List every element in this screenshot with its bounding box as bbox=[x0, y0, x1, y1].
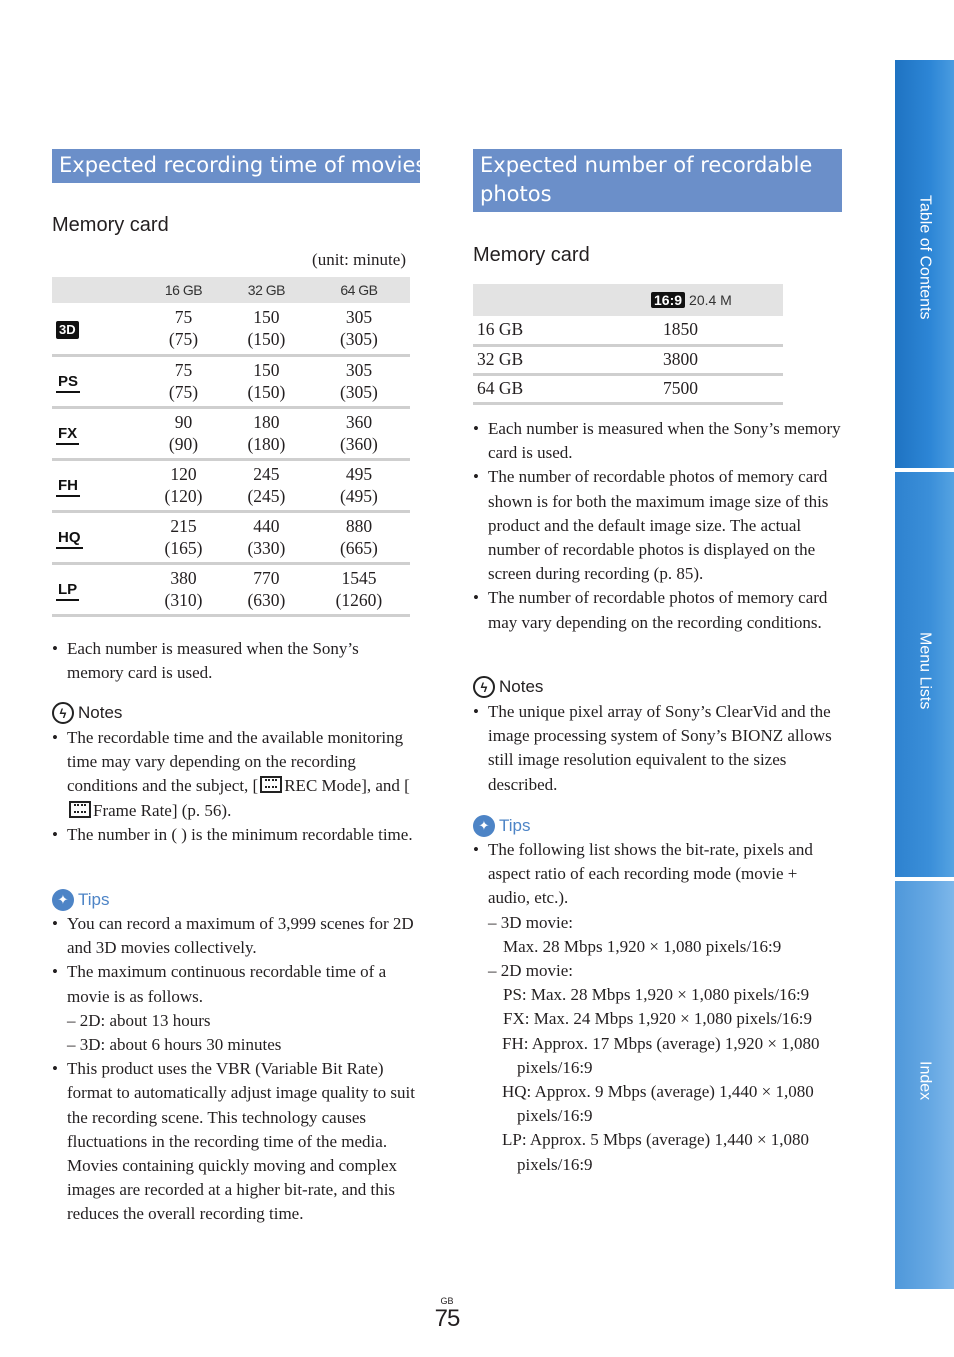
sub-item: FH: Approx. 17 Mbps (average) 1,920 × 1,080 pixels/16:9 bbox=[502, 1033, 820, 1077]
sub-item: FX: Max. 24 Mbps 1,920 × 1,080 pixels/16:9 bbox=[503, 1009, 812, 1029]
cell-min-value: (310) bbox=[164, 590, 203, 610]
film-icon bbox=[69, 801, 91, 818]
cell-min-value: (1260) bbox=[335, 590, 383, 610]
tab-table-of-contents[interactable] bbox=[895, 60, 954, 468]
image-size-label: 20.4 M bbox=[689, 292, 732, 308]
cell-min-value: (150) bbox=[247, 382, 286, 402]
cell-value: 180 bbox=[253, 412, 280, 432]
sub-item: HQ: Approx. 9 Mbps (average) 1,440 × 1,080 pixels/16:9 bbox=[502, 1082, 814, 1126]
cell-min-value: (665) bbox=[339, 538, 378, 558]
table-row bbox=[52, 407, 410, 459]
table-row bbox=[473, 374, 783, 403]
fh-mode-icon: FH bbox=[56, 477, 80, 497]
hq-mode-icon: HQ bbox=[56, 529, 83, 549]
cell-min-value: (75) bbox=[168, 382, 199, 402]
list-item: • The unique pixel array of Sony’s ClearVid and the image processing system of Sony’s BIONZ allows still image resolution equivalent to the sizes described. bbox=[473, 700, 843, 797]
photo-count: 7500 bbox=[663, 374, 783, 403]
cell-value: 120 bbox=[170, 464, 197, 484]
section-title-photos: Expected number of recordable photos bbox=[473, 149, 842, 212]
cell-value: 75 bbox=[174, 360, 193, 380]
cell-min-value: (305) bbox=[339, 382, 378, 402]
cell-value: 360 bbox=[345, 412, 373, 432]
sub-item: LP: Approx. 5 Mbps (average) 1,440 × 1,080 pixels/16:9 bbox=[502, 1130, 810, 1174]
page-number-value: 75 bbox=[434, 1305, 460, 1332]
table-row bbox=[52, 563, 410, 615]
header-mode bbox=[52, 277, 142, 303]
unit-note: (unit: minute) bbox=[312, 250, 406, 269]
notes-label: Notes bbox=[78, 703, 123, 722]
cell-value: 380 bbox=[170, 568, 197, 588]
card-capacity: 16 GB bbox=[473, 316, 663, 345]
list-item: • The number of recordable photos of memory card shown is for both the maximum image size of this product and the default image size. The actual number of recordable photos is displayed on the screen during recording (p. 85). bbox=[473, 465, 843, 586]
tips-label: Tips bbox=[499, 816, 531, 835]
movie-measure-note bbox=[52, 637, 412, 685]
list-item: • Each number is measured when the Sony’s memory card is used. bbox=[52, 637, 412, 685]
table-row bbox=[52, 355, 410, 407]
list-item: • The recordable time and the available monitoring time may vary depending on the recording conditions and the subject, [ REC Mode], and [Frame Rate] (p. 56). bbox=[52, 726, 420, 823]
tab-index[interactable] bbox=[895, 881, 954, 1289]
movie-section bbox=[52, 149, 427, 1224]
ratio-16-9-icon: 16:9 bbox=[651, 292, 685, 308]
cell-value: 305 bbox=[345, 307, 373, 328]
photo-count: 1850 bbox=[663, 316, 783, 345]
photo-notes-list bbox=[473, 417, 843, 635]
notes-heading bbox=[473, 676, 543, 698]
cell-min-value: (360) bbox=[339, 434, 378, 454]
cell-min-value: (150) bbox=[247, 329, 286, 350]
photo-section bbox=[473, 149, 843, 1174]
cell-min-value: (90) bbox=[168, 434, 199, 454]
notes-list bbox=[52, 726, 420, 847]
header-32gb: 32 GB bbox=[225, 277, 308, 303]
cell-min-value: (165) bbox=[164, 538, 203, 558]
cell-value: 305 bbox=[345, 360, 373, 380]
lightbulb-icon: ✦ bbox=[52, 889, 74, 911]
cell-value: 495 bbox=[345, 464, 373, 484]
notes-list bbox=[473, 700, 843, 797]
notes-heading bbox=[52, 702, 122, 724]
cell-value: 75 bbox=[174, 307, 193, 328]
table-header-row bbox=[52, 277, 410, 303]
table-row bbox=[52, 511, 410, 563]
cell-min-value: (630) bbox=[247, 590, 286, 610]
tab-label: Menu Lists bbox=[916, 632, 934, 710]
tips-list bbox=[52, 912, 424, 1227]
memory-card-heading: Memory card bbox=[52, 214, 169, 236]
cell-value: 440 bbox=[253, 516, 280, 536]
cell-value: 150 bbox=[253, 360, 280, 380]
notes-label: Notes bbox=[499, 677, 544, 696]
notes-icon: ϟ bbox=[52, 702, 74, 724]
cell-min-value: (495) bbox=[339, 486, 378, 506]
table-row bbox=[52, 459, 410, 511]
card-capacity: 32 GB bbox=[473, 345, 663, 374]
sub-item: – 3D: about 6 hours 30 minutes bbox=[67, 1035, 282, 1055]
cell-value: 245 bbox=[253, 464, 280, 484]
list-item: • The number in ( ) is the minimum recordable time. bbox=[52, 823, 420, 847]
region-code: GB bbox=[440, 1296, 454, 1306]
cell-value: 150 bbox=[253, 307, 280, 328]
page-number bbox=[434, 1296, 460, 1332]
cell-min-value: (75) bbox=[168, 329, 199, 350]
tab-menu-lists[interactable] bbox=[895, 472, 954, 877]
cell-value: 215 bbox=[170, 516, 197, 536]
list-item: • This product uses the VBR (Variable Bit Rate) format to automatically adjust image quality to suit the recording scene. This technology causes fluctuations in the recording time of the media. Movies containing quickly moving and complex images are recorded at a higher bit-rate, and this reduces the overall recording time. bbox=[52, 1057, 424, 1226]
sub-item: – 2D movie: bbox=[488, 961, 573, 981]
sub-item: Max. 28 Mbps 1,920 × 1,080 pixels/16:9 bbox=[503, 936, 782, 956]
tips-heading bbox=[52, 889, 110, 911]
section-title-movies: Expected recording time of movies bbox=[52, 149, 420, 183]
movie-time-table bbox=[52, 277, 410, 617]
cell-min-value: (305) bbox=[339, 329, 378, 350]
card-capacity: 64 GB bbox=[473, 374, 663, 403]
list-item: • You can record a maximum of 3,999 scenes for 2D and 3D movies collectively. bbox=[52, 912, 424, 960]
lp-mode-icon: LP bbox=[56, 581, 79, 601]
tips-list bbox=[473, 838, 843, 1177]
fx-mode-icon: FX bbox=[56, 425, 79, 445]
ps-mode-icon: PS bbox=[56, 373, 80, 393]
cell-min-value: (330) bbox=[247, 538, 286, 558]
table-header-row bbox=[473, 284, 783, 316]
list-item: • Each number is measured when the Sony’s memory card is used. bbox=[473, 417, 843, 465]
cell-min-value: (180) bbox=[247, 434, 286, 454]
header-64gb: 64 GB bbox=[308, 277, 410, 303]
list-item: • The maximum continuous recordable time of a movie is as follows. – 2D: about 13 hours – 3D: about 6 hours 30 minutes bbox=[52, 960, 424, 1057]
cell-min-value: (120) bbox=[164, 486, 203, 506]
cell-min-value: (245) bbox=[247, 486, 286, 506]
film-icon bbox=[260, 776, 282, 793]
3d-mode-icon: 3D bbox=[56, 321, 79, 339]
cell-value: 90 bbox=[174, 412, 193, 432]
table-row bbox=[52, 303, 410, 355]
list-item: • The following list shows the bit-rate, pixels and aspect ratio of each recording mode (movie + audio, etc.). – 3D movie: Max. 28 Mbps 1,920 × 1,080 pixels/16:9 – 2D movie: PS: Max. 28 Mbps 1,920 × 1,080 pixels/16:9 FX: Max. 24 Mbps 1,920 × 1,080 pixels/16:9 FH: Approx. 17 Mbps (average) 1,920 × 1,080 pixels/16:9 HQ: Approx. 9 Mbps (average) 1,440 × 1,080 pixels/16:9 LP: Approx. 5 Mbps (average) 1,440 × 1,080 pixels/16:9 bbox=[473, 838, 843, 1177]
table-row bbox=[473, 316, 783, 345]
cell-value: 880 bbox=[345, 516, 373, 536]
photo-count-table bbox=[473, 284, 783, 405]
tab-label: Index bbox=[916, 1061, 934, 1101]
header-image-size bbox=[473, 284, 783, 316]
tips-label: Tips bbox=[78, 890, 110, 909]
memory-card-heading: Memory card bbox=[473, 244, 590, 266]
cell-value: 770 bbox=[253, 568, 280, 588]
sub-item: – 2D: about 13 hours bbox=[67, 1010, 211, 1030]
table-row bbox=[473, 345, 783, 374]
tab-label: Table of Contents bbox=[916, 195, 934, 320]
sub-item: – 3D movie: bbox=[488, 912, 573, 932]
photo-count: 3800 bbox=[663, 345, 783, 374]
tips-heading bbox=[473, 815, 531, 837]
lightbulb-icon: ✦ bbox=[473, 815, 495, 837]
notes-icon: ϟ bbox=[473, 676, 495, 698]
sub-item: PS: Max. 28 Mbps 1,920 × 1,080 pixels/16:9 bbox=[503, 985, 810, 1005]
list-item: • The number of recordable photos of memory card may vary depending on the recording conditions. bbox=[473, 586, 843, 634]
header-16gb: 16 GB bbox=[142, 277, 225, 303]
cell-value: 1545 bbox=[341, 568, 377, 588]
